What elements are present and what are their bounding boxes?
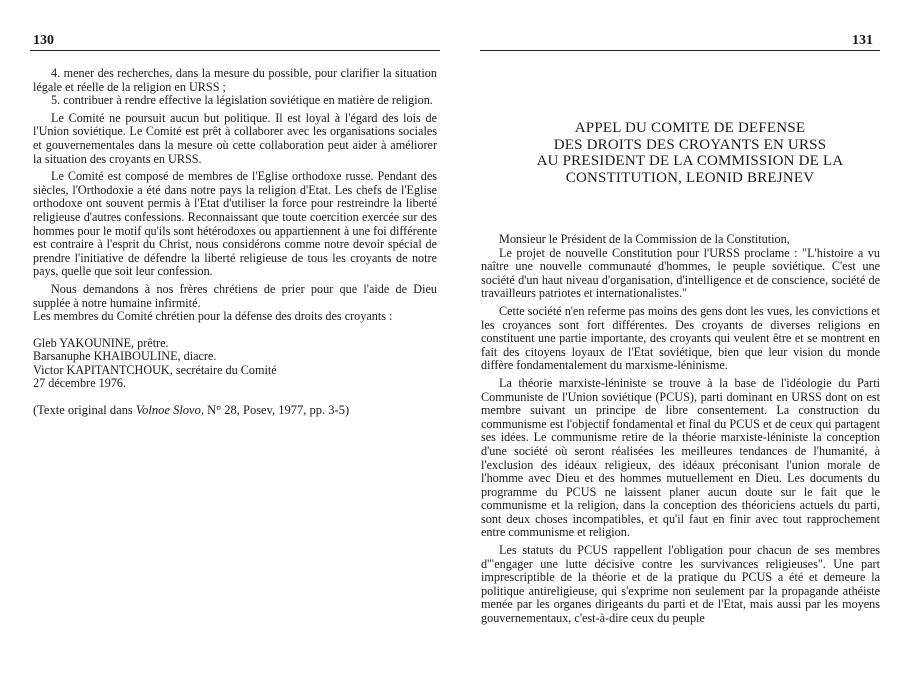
signature-line: Gleb YAKOUNINE, prêtre. <box>33 335 169 350</box>
paragraph: Les membres du Comité chrétien pour la défense des droits des croyants : <box>33 309 393 324</box>
source-title: Volnoe Slovo <box>135 403 201 418</box>
signature-block <box>33 337 437 391</box>
paragraph: La théorie marxiste-léniniste se trouve à la base de l'idéologie du Parti Communiste de l'Union soviétique (PCUS), parti dominant en URSS dont on est membre suivant un principe de libre consentement. La construction du communisme est l'objectif fondamental et final du PCUS et de ceux qui partagent ses idées. Le communisme retire de la théorie marxiste-léniniste la conception d'une société où seront réalisées les meilleures tendances de l'humanité, à l'exclusion des idéaux religieux, des idéaux préconisant l'union morale de l'homme avec Dieu et des hommes mutuellement en Dieu. Les documents du programme du PCUS ne laissent planer aucun doute sur le fait que le communisme et la religion, dans la conception des théoriciens actuels du parti, sont deux choses incompatibles, et qu'il faut en finir avec tout rapprochement entre communisme et religion. <box>481 375 880 540</box>
heading-line: APPEL DU COMITE DE DEFENSE <box>574 120 806 136</box>
page-number-left: 130 <box>33 33 54 48</box>
left-text-column <box>33 67 437 418</box>
salutation: Monsieur le Président de la Commission de la Constitution, <box>499 232 790 246</box>
paragraph: 5. contribuer à rendre effective la législation soviétique en matière de religion. <box>51 93 433 108</box>
header-rule-left <box>30 50 440 51</box>
paragraph: Les statuts du PCUS rappellent l'obligation pour chacun de ses membres d'"engager une lutte décisive contre les survivances religieuses". Une part imprescriptible de la théorie et de la pratique du PCUS a été et demeure la politique antireligieuse, qui s'exprime non seulement par la propagande athéiste menée par les organes dirigeants du parti et de l'Etat, mais aussi par les moyens gouvernementaux, c'est-à-dire ceux du peuple <box>481 543 880 626</box>
right-page <box>450 0 901 693</box>
header-rule-right <box>480 50 880 51</box>
signature-date: 27 décembre 1976. <box>33 376 127 391</box>
heading-line: AU PRESIDENT DE LA COMMISSION DE LA <box>536 153 844 169</box>
heading-line: DES DROITS DES CROYANTS EN URSS <box>553 136 827 153</box>
paragraph: 4. mener des recherches, dans la mesure du possible, pour clarifier la situation légale et réelle de la religion en URSS ; <box>33 66 437 94</box>
source-prefix: (Texte original dans <box>33 403 136 418</box>
right-text-column <box>481 233 880 626</box>
paragraph: Cette société n'en referme pas moins des gens dont les vues, les convictions et les croyances sont fort différentes. Des croyants de diverses religions en constituent une partie importante, des croyants qui veulent être et se montrent en fait des citoyens loyaux de l'Etat soviétique, bien que leur vision du monde diffère fondamentalement du marxisme-léninisme. <box>481 303 880 373</box>
left-page <box>0 0 450 693</box>
paragraph: Le projet de nouvelle Constitution pour l'URSS proclame : "L'histoire a vu naître une nouvelle communauté d'hommes, le peuple soviétique. C'est une société d'un haut niveau d'organisation, d'intelligence et de conscience, société de travailleurs patriotes et internationalistes." <box>481 245 880 301</box>
document-heading <box>510 120 870 186</box>
source-citation <box>33 404 437 418</box>
paragraph: Le Comité est composé de membres de l'Eglise orthodoxe russe. Pendant des siècles, l'Orthodoxie a été dans notre pays la religion d'Etat. Les chefs de l'Eglise orthodoxe ont souvent permis à l'Etat d'utiliser la force pour restreindre la liberté religieuse d'autres confessions. Reconnaissant que toute coercition exercée sur des hommes pour le motif qu'ils sont hétérodoxes ou appartiennent à une foi différente est contraire à l'esprit du Christ, nous considérons comme notre devoir spécial de prendre l'initiative de défendre la liberté religieuse de tous les croyants de notre pays, quelle que soit leur confession. <box>33 169 437 279</box>
paragraph: Le Comité ne poursuit aucun but politique. Il est loyal à l'égard des lois de l'Union soviétique. Le Comité est prêt à collaborer avec les organisations sociales et gouvernementales dans la mesure où cette collaboration peut aider à améliorer la situation des croyants en URSS. <box>33 110 437 166</box>
source-suffix: , N° 28, Posev, 1977, pp. 3-5) <box>200 403 350 418</box>
signature-line: Barsanuphe KHAIBOULINE, diacre. <box>33 349 217 364</box>
signature-line: Victor KAPITANTCHOUK, secrétaire du Comité <box>33 362 277 377</box>
heading-line: CONSTITUTION, LEONID BREJNEV <box>565 169 815 186</box>
page-number-right: 131 <box>852 33 873 48</box>
paragraph: Nous demandons à nos frères chrétiens de prier pour que l'aide de Dieu supplée à notre humaine infirmité. <box>33 281 437 310</box>
